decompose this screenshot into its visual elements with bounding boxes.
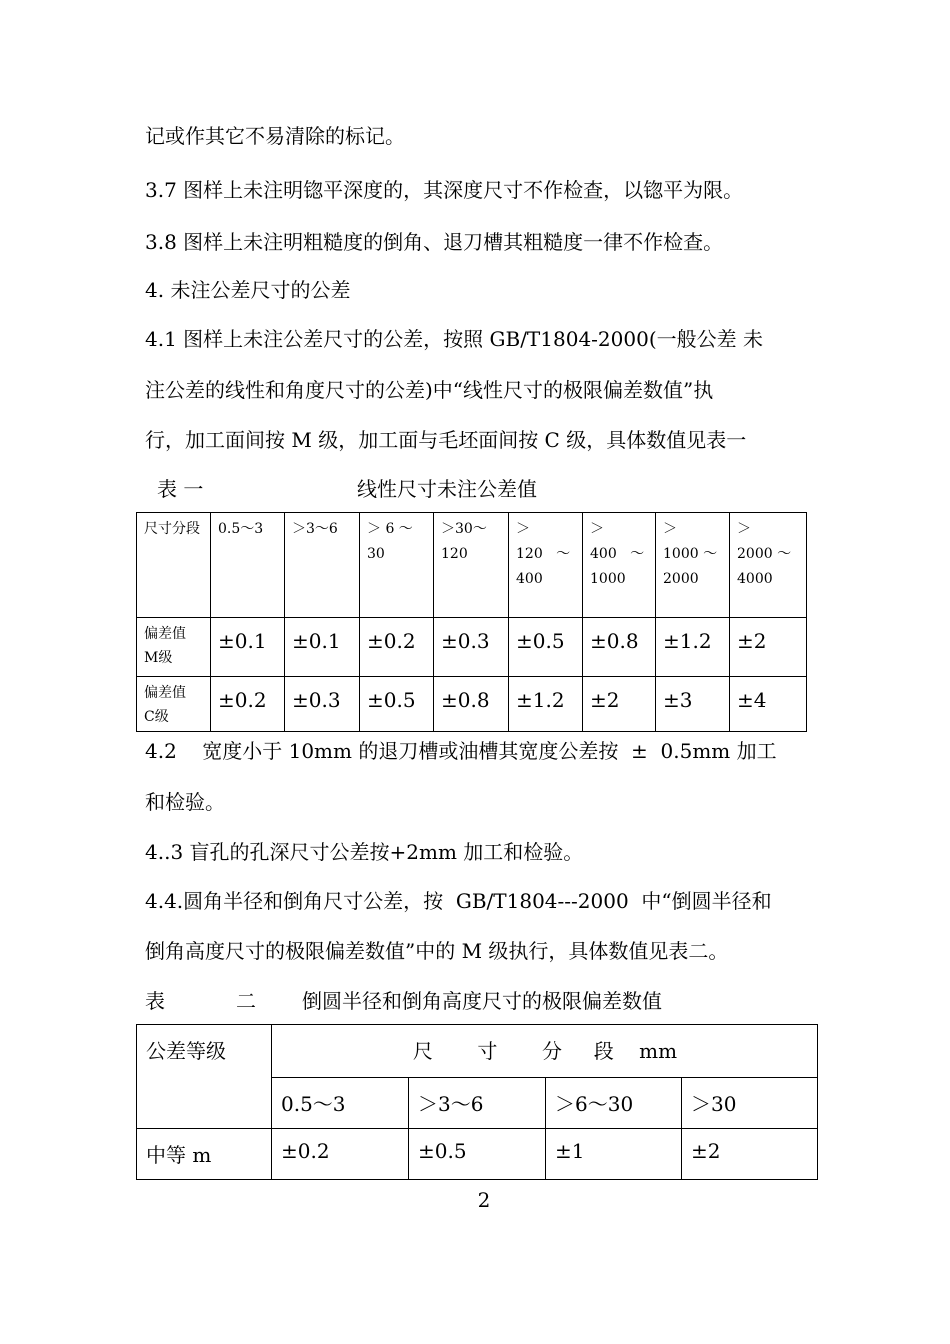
table2-caption-number: 二 [236,989,256,1013]
value-cell: ±1.2 [509,677,583,732]
fillet-chamfer-tolerance-table [136,1024,818,1180]
linear-tolerance-table [136,512,807,732]
value-cell: ±3 [656,677,730,732]
table1-caption-label: 表 一 [157,477,204,501]
grade-label-medium: 中等 m [137,1129,272,1180]
range-cell: ＞3～6 [285,513,360,618]
size-cell: ＞30 [682,1078,818,1129]
section-4-heading: 4. 未注公差尺寸的公差 [145,278,351,302]
value-cell: ±1 [546,1129,682,1180]
value-cell: ±2 [730,618,807,677]
clause-4-1-line-2: 注公差的线性和角度尺寸的公差)中“线性尺寸的极限偏差数值”执 [145,378,714,402]
range-cell: ＞ 2000 ～ 4000 [730,513,807,618]
value-cell: ±2 [682,1129,818,1180]
size-range-header: 尺寸分段 [137,513,211,618]
range-cell: ＞30～ 120 [434,513,509,618]
clause-4-2-line-1: 4.2 宽度小于 10mm 的退刀槽或油槽其宽度公差按 ± 0.5mm 加工 [145,739,777,763]
value-cell: ±0.3 [285,677,360,732]
clause-4-1-line-1: 4.1 图样上未注公差尺寸的公差，按照 GB/T1804-2000(一般公差 未 [145,327,763,351]
value-cell: ±0.8 [434,677,509,732]
table-row [137,1025,818,1078]
grade-header: 公差等级 [137,1025,272,1129]
table2-caption-title: 倒圆半径和倒角高度尺寸的极限偏差数值 [302,989,662,1013]
value-cell: ±1.2 [656,618,730,677]
size-cell: 0.5～3 [272,1078,409,1129]
clause-4-4-line-2: 倒角高度尺寸的极限偏差数值”中的 M 级执行，具体数值见表二。 [145,939,729,963]
value-cell: ±0.8 [583,618,656,677]
range-cell: ＞ 1000 ～ 2000 [656,513,730,618]
value-cell: ±0.5 [360,677,434,732]
value-cell: ±0.2 [360,618,434,677]
page-number: 2 [477,1188,491,1212]
clause-4-4-line-1: 4.4.圆角半径和倒角尺寸公差，按 GB/T1804---2000 中“倒圆半径和 [145,889,772,913]
table-row [137,1129,818,1180]
range-cell: ＞ 6 ～ 30 [360,513,434,618]
table-row [137,618,807,677]
table1-caption-title: 线性尺寸未注公差值 [357,477,537,501]
value-cell: ±4 [730,677,807,732]
range-cell: ＞ 120 ～ 400 [509,513,583,618]
value-cell: ±0.5 [509,618,583,677]
value-cell: ±0.2 [272,1129,409,1180]
size-cell: ＞3～6 [409,1078,546,1129]
paragraph-line: 记或作其它不易清除的标记。 [145,124,405,148]
row-label-m-grade: 偏差值 M级 [137,618,211,677]
value-cell: ±0.1 [211,618,285,677]
row-label-c-grade: 偏差值 C级 [137,677,211,732]
value-cell: ±2 [583,677,656,732]
value-cell: ±0.1 [285,618,360,677]
clause-3-7: 3.7 图样上未注明锪平深度的，其深度尺寸不作检查，以锪平为限。 [145,178,744,202]
clause-3-8: 3.8 图样上未注明粗糙度的倒角、退刀槽其粗糙度一律不作检查。 [145,230,724,254]
table-row [137,513,807,618]
range-cell: 0.5～3 [211,513,285,618]
value-cell: ±0.5 [409,1129,546,1180]
value-cell: ±0.2 [211,677,285,732]
clause-4-3: 4..3 盲孔的孔深尺寸公差按+2mm 加工和检验。 [145,840,584,864]
range-cell: ＞ 400 ～ 1000 [583,513,656,618]
table2-caption-label: 表 [145,989,165,1013]
size-range-header: 尺 寸 分 段 mm [272,1025,818,1078]
table-row [137,677,807,732]
size-cell: ＞6～30 [546,1078,682,1129]
clause-4-2-line-2: 和检验。 [145,790,225,814]
value-cell: ±0.3 [434,618,509,677]
clause-4-1-line-3: 行，加工面间按 M 级，加工面与毛坯面间按 C 级，具体数值见表一 [145,428,747,452]
